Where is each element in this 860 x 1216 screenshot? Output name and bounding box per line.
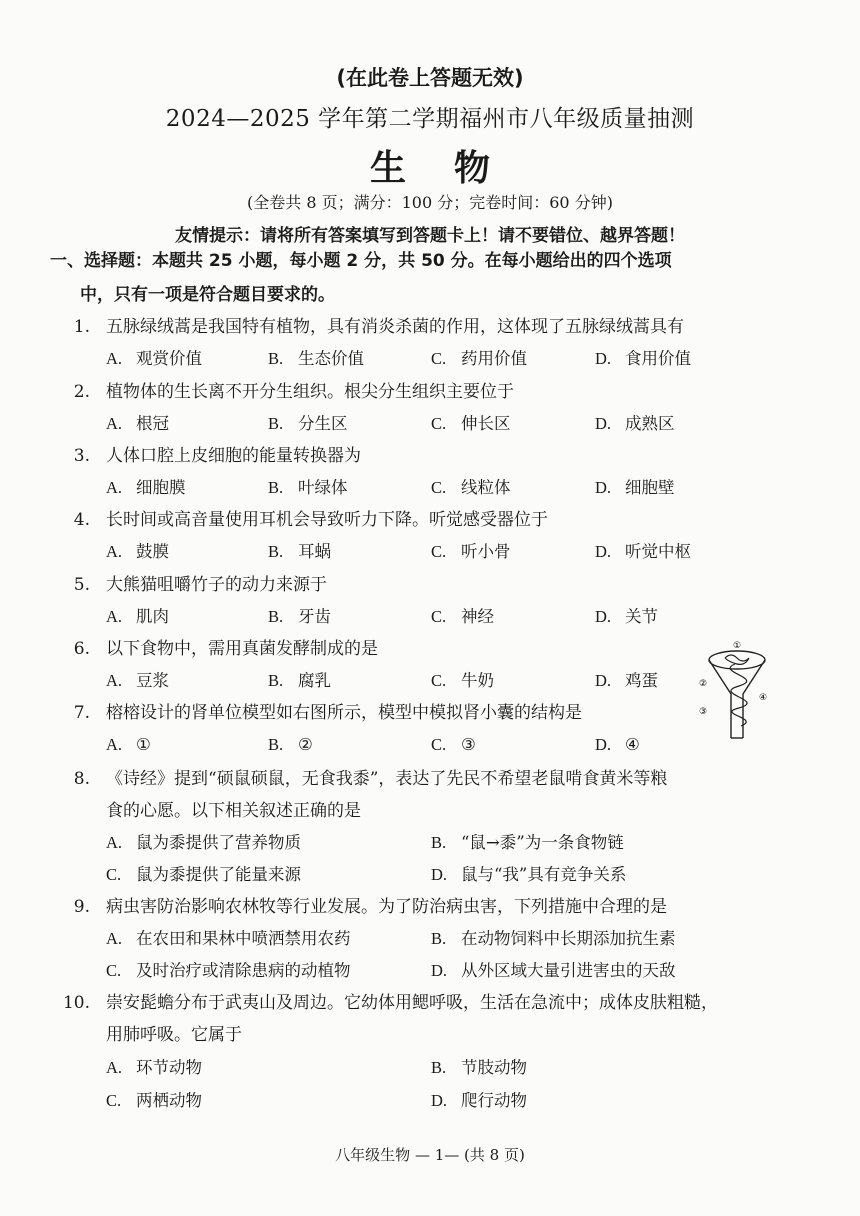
option-b bbox=[431, 832, 624, 854]
option-text: 鼠为黍提供了能量来源 bbox=[136, 865, 301, 884]
option-d bbox=[595, 670, 658, 692]
question-number: 5. bbox=[73, 575, 90, 595]
option-text: 药用价值 bbox=[461, 349, 527, 368]
option-b bbox=[268, 477, 348, 499]
option-text: 关节 bbox=[625, 607, 658, 626]
option-b bbox=[268, 413, 348, 435]
option-letter: B. bbox=[268, 607, 284, 626]
option-letter: A. bbox=[106, 833, 123, 852]
option-letter: C. bbox=[106, 961, 122, 980]
invalid-answer-notice: (在此卷上答题无效) bbox=[336, 66, 524, 90]
option-text: 食用价值 bbox=[625, 349, 691, 368]
option-letter: A. bbox=[106, 929, 123, 948]
question-stem: 崇安髭蟾分布于武夷山及周边。它幼体用鳃呼吸，生活在急流中；成体皮肤粗糙， bbox=[106, 993, 718, 1013]
option-text: 豆浆 bbox=[136, 671, 169, 690]
option-text: 听小骨 bbox=[461, 542, 511, 561]
option-letter: C. bbox=[431, 414, 447, 433]
option-c bbox=[106, 864, 301, 886]
option-a bbox=[106, 832, 301, 854]
option-letter: C. bbox=[431, 671, 447, 690]
option-text: 听觉中枢 bbox=[625, 542, 691, 561]
option-text: 在农田和果林中喷洒禁用农药 bbox=[136, 929, 351, 948]
option-letter: B. bbox=[268, 542, 284, 561]
figure-tube-coil bbox=[730, 664, 747, 726]
option-letter: A. bbox=[106, 542, 123, 561]
option-c bbox=[106, 960, 351, 982]
option-letter: D. bbox=[595, 478, 612, 497]
option-letter: B. bbox=[268, 349, 284, 368]
option-d bbox=[431, 864, 626, 886]
option-text: 成熟区 bbox=[625, 414, 675, 433]
question-stem-continued: 用肺呼吸。它属于 bbox=[106, 1025, 242, 1045]
option-text: 观赏价值 bbox=[136, 349, 202, 368]
figure-label-4: ④ bbox=[759, 693, 768, 703]
option-text: 鼠与“我”具有竞争关系 bbox=[461, 865, 627, 884]
figure-label-2: ② bbox=[699, 679, 708, 689]
figure-funnel-body bbox=[709, 660, 768, 738]
option-text: 耳蜗 bbox=[298, 542, 331, 561]
option-text: 神经 bbox=[461, 607, 494, 626]
option-text: ① bbox=[136, 735, 151, 754]
option-c bbox=[431, 541, 511, 563]
option-letter: A. bbox=[106, 671, 123, 690]
option-c bbox=[431, 606, 494, 628]
option-letter: D. bbox=[595, 414, 612, 433]
option-c bbox=[431, 348, 527, 370]
option-a bbox=[106, 413, 169, 435]
option-text: 分生区 bbox=[298, 414, 348, 433]
question-stem: 人体口腔上皮细胞的能量转换器为 bbox=[106, 446, 361, 466]
option-d bbox=[595, 477, 675, 499]
option-a bbox=[106, 348, 202, 370]
question-stem: 大熊猫咀嚼竹子的动力来源于 bbox=[106, 575, 327, 595]
option-a bbox=[106, 734, 151, 756]
question-stem-continued: 食的心愿。以下相关叙述正确的是 bbox=[106, 801, 361, 821]
option-text: 肌肉 bbox=[136, 607, 169, 626]
option-text: 节肢动物 bbox=[461, 1058, 527, 1077]
option-letter: C. bbox=[431, 607, 447, 626]
option-d bbox=[595, 541, 691, 563]
option-letter: D. bbox=[431, 961, 448, 980]
subject-title: 生物 bbox=[369, 148, 538, 189]
option-b bbox=[268, 348, 364, 370]
option-letter: D. bbox=[431, 1091, 448, 1110]
question-number: 2. bbox=[73, 382, 90, 402]
question-stem: 长时间或高音量使用耳机会导致听力下降。听觉感受器位于 bbox=[106, 510, 548, 530]
question-stem: 以下食物中，需用真菌发酵制成的是 bbox=[106, 639, 378, 659]
option-letter: A. bbox=[106, 349, 123, 368]
figure-funnel-rim bbox=[709, 651, 765, 669]
option-text: 牙齿 bbox=[298, 607, 331, 626]
option-text: 细胞壁 bbox=[625, 478, 675, 497]
option-text: 鼠为黍提供了营养物质 bbox=[136, 833, 301, 852]
option-text: 伸长区 bbox=[461, 414, 511, 433]
option-b bbox=[431, 928, 676, 950]
question-number: 4. bbox=[73, 510, 90, 530]
option-letter: D. bbox=[431, 865, 448, 884]
option-a bbox=[106, 670, 169, 692]
option-text: 腐乳 bbox=[298, 671, 331, 690]
figure-coil-top bbox=[725, 655, 749, 664]
option-c bbox=[431, 477, 511, 499]
option-text: 环节动物 bbox=[136, 1058, 202, 1077]
option-text: 根冠 bbox=[136, 414, 169, 433]
option-letter: D. bbox=[595, 607, 612, 626]
option-letter: B. bbox=[268, 478, 284, 497]
friendly-tip: 友情提示：请将所有答案填写到答题卡上！请不要错位、越界答题！ bbox=[175, 226, 685, 246]
option-letter: D. bbox=[595, 542, 612, 561]
option-b bbox=[268, 606, 331, 628]
option-letter: C. bbox=[431, 478, 447, 497]
question-stem: 榕榕设计的肾单位模型如右图所示，模型中模拟肾小囊的结构是 bbox=[106, 703, 582, 723]
option-d bbox=[431, 960, 676, 982]
option-letter: D. bbox=[595, 671, 612, 690]
option-letter: B. bbox=[431, 929, 447, 948]
question-number: 6. bbox=[73, 639, 90, 659]
option-text: 生态价值 bbox=[298, 349, 364, 368]
exam-title: 2024—2025 学年第二学期福州市八年级质量抽测 bbox=[165, 106, 695, 132]
question-number: 3. bbox=[73, 446, 90, 466]
nephron-model-figure bbox=[695, 638, 775, 748]
option-text: 线粒体 bbox=[461, 478, 511, 497]
option-b bbox=[268, 541, 331, 563]
option-letter: D. bbox=[595, 349, 612, 368]
option-letter: C. bbox=[431, 542, 447, 561]
option-letter: B. bbox=[431, 833, 447, 852]
option-letter: A. bbox=[106, 735, 123, 754]
option-letter: C. bbox=[431, 735, 447, 754]
figure-label-1: ① bbox=[733, 641, 742, 651]
page-footer: 八年级生物 — 1— (共 8 页) bbox=[335, 1146, 525, 1164]
option-text: 牛奶 bbox=[461, 671, 494, 690]
question-number: 9. bbox=[73, 897, 90, 917]
option-a bbox=[106, 928, 351, 950]
option-a bbox=[106, 1057, 202, 1079]
option-d bbox=[431, 1090, 527, 1112]
option-letter: D. bbox=[595, 735, 612, 754]
option-d bbox=[595, 348, 691, 370]
option-c bbox=[431, 734, 476, 756]
option-b bbox=[431, 1057, 527, 1079]
option-d bbox=[595, 413, 675, 435]
question-number: 7. bbox=[73, 703, 90, 723]
option-c bbox=[431, 670, 494, 692]
option-letter: C. bbox=[106, 865, 122, 884]
question-stem: 病虫害防治影响农林牧等行业发展。为了防治病虫害，下列措施中合理的是 bbox=[106, 897, 667, 917]
option-letter: A. bbox=[106, 607, 123, 626]
option-text: 鼓膜 bbox=[136, 542, 169, 561]
option-letter: B. bbox=[268, 735, 284, 754]
option-text: ② bbox=[298, 735, 313, 754]
option-text: 叶绿体 bbox=[298, 478, 348, 497]
option-b bbox=[268, 734, 313, 756]
question-number: 8. bbox=[73, 769, 90, 789]
option-letter: B. bbox=[431, 1058, 447, 1077]
option-text: 鸡蛋 bbox=[625, 671, 658, 690]
option-d bbox=[595, 734, 640, 756]
option-d bbox=[595, 606, 658, 628]
exam-info: (全卷共 8 页；满分：100 分；完卷时间：60 分钟) bbox=[247, 193, 613, 212]
option-letter: C. bbox=[431, 349, 447, 368]
option-b bbox=[268, 670, 331, 692]
option-letter: A. bbox=[106, 414, 123, 433]
question-stem: 植物体的生长离不开分生组织。根尖分生组织主要位于 bbox=[106, 382, 514, 402]
question-stem: 五脉绿绒蒿是我国特有植物，具有消炎杀菌的作用，这体现了五脉绿绒蒿具有 bbox=[106, 317, 684, 337]
option-c bbox=[431, 413, 511, 435]
question-number: 10. bbox=[62, 993, 90, 1013]
option-letter: B. bbox=[268, 671, 284, 690]
option-text: ④ bbox=[625, 735, 640, 754]
option-text: “鼠→黍”为一条食物链 bbox=[461, 833, 624, 852]
option-letter: B. bbox=[268, 414, 284, 433]
option-text: 及时治疗或清除患病的动植物 bbox=[136, 961, 351, 980]
question-number: 1. bbox=[73, 317, 90, 337]
option-a bbox=[106, 541, 169, 563]
question-stem: 《诗经》提到“硕鼠硕鼠，无食我黍”，表达了先民不希望老鼠啃食黄米等粮 bbox=[106, 769, 668, 789]
option-letter: C. bbox=[106, 1091, 122, 1110]
option-text: 在动物饲料中长期添加抗生素 bbox=[461, 929, 676, 948]
option-letter: A. bbox=[106, 478, 123, 497]
option-text: ③ bbox=[461, 735, 476, 754]
option-letter: A. bbox=[106, 1058, 123, 1077]
figure-label-3: ③ bbox=[699, 707, 708, 717]
option-a bbox=[106, 606, 169, 628]
section-heading-line2: 中，只有一项是符合题目要求的。 bbox=[80, 285, 335, 305]
option-c bbox=[106, 1090, 202, 1112]
section-heading-line1: 一、选择题：本题共 25 小题，每小题 2 分，共 50 分。在每小题给出的四个选项 bbox=[50, 251, 672, 271]
option-text: 细胞膜 bbox=[136, 478, 186, 497]
option-text: 从外区域大量引进害虫的天敌 bbox=[461, 961, 676, 980]
option-text: 爬行动物 bbox=[461, 1091, 527, 1110]
option-text: 两栖动物 bbox=[136, 1091, 202, 1110]
option-a bbox=[106, 477, 186, 499]
